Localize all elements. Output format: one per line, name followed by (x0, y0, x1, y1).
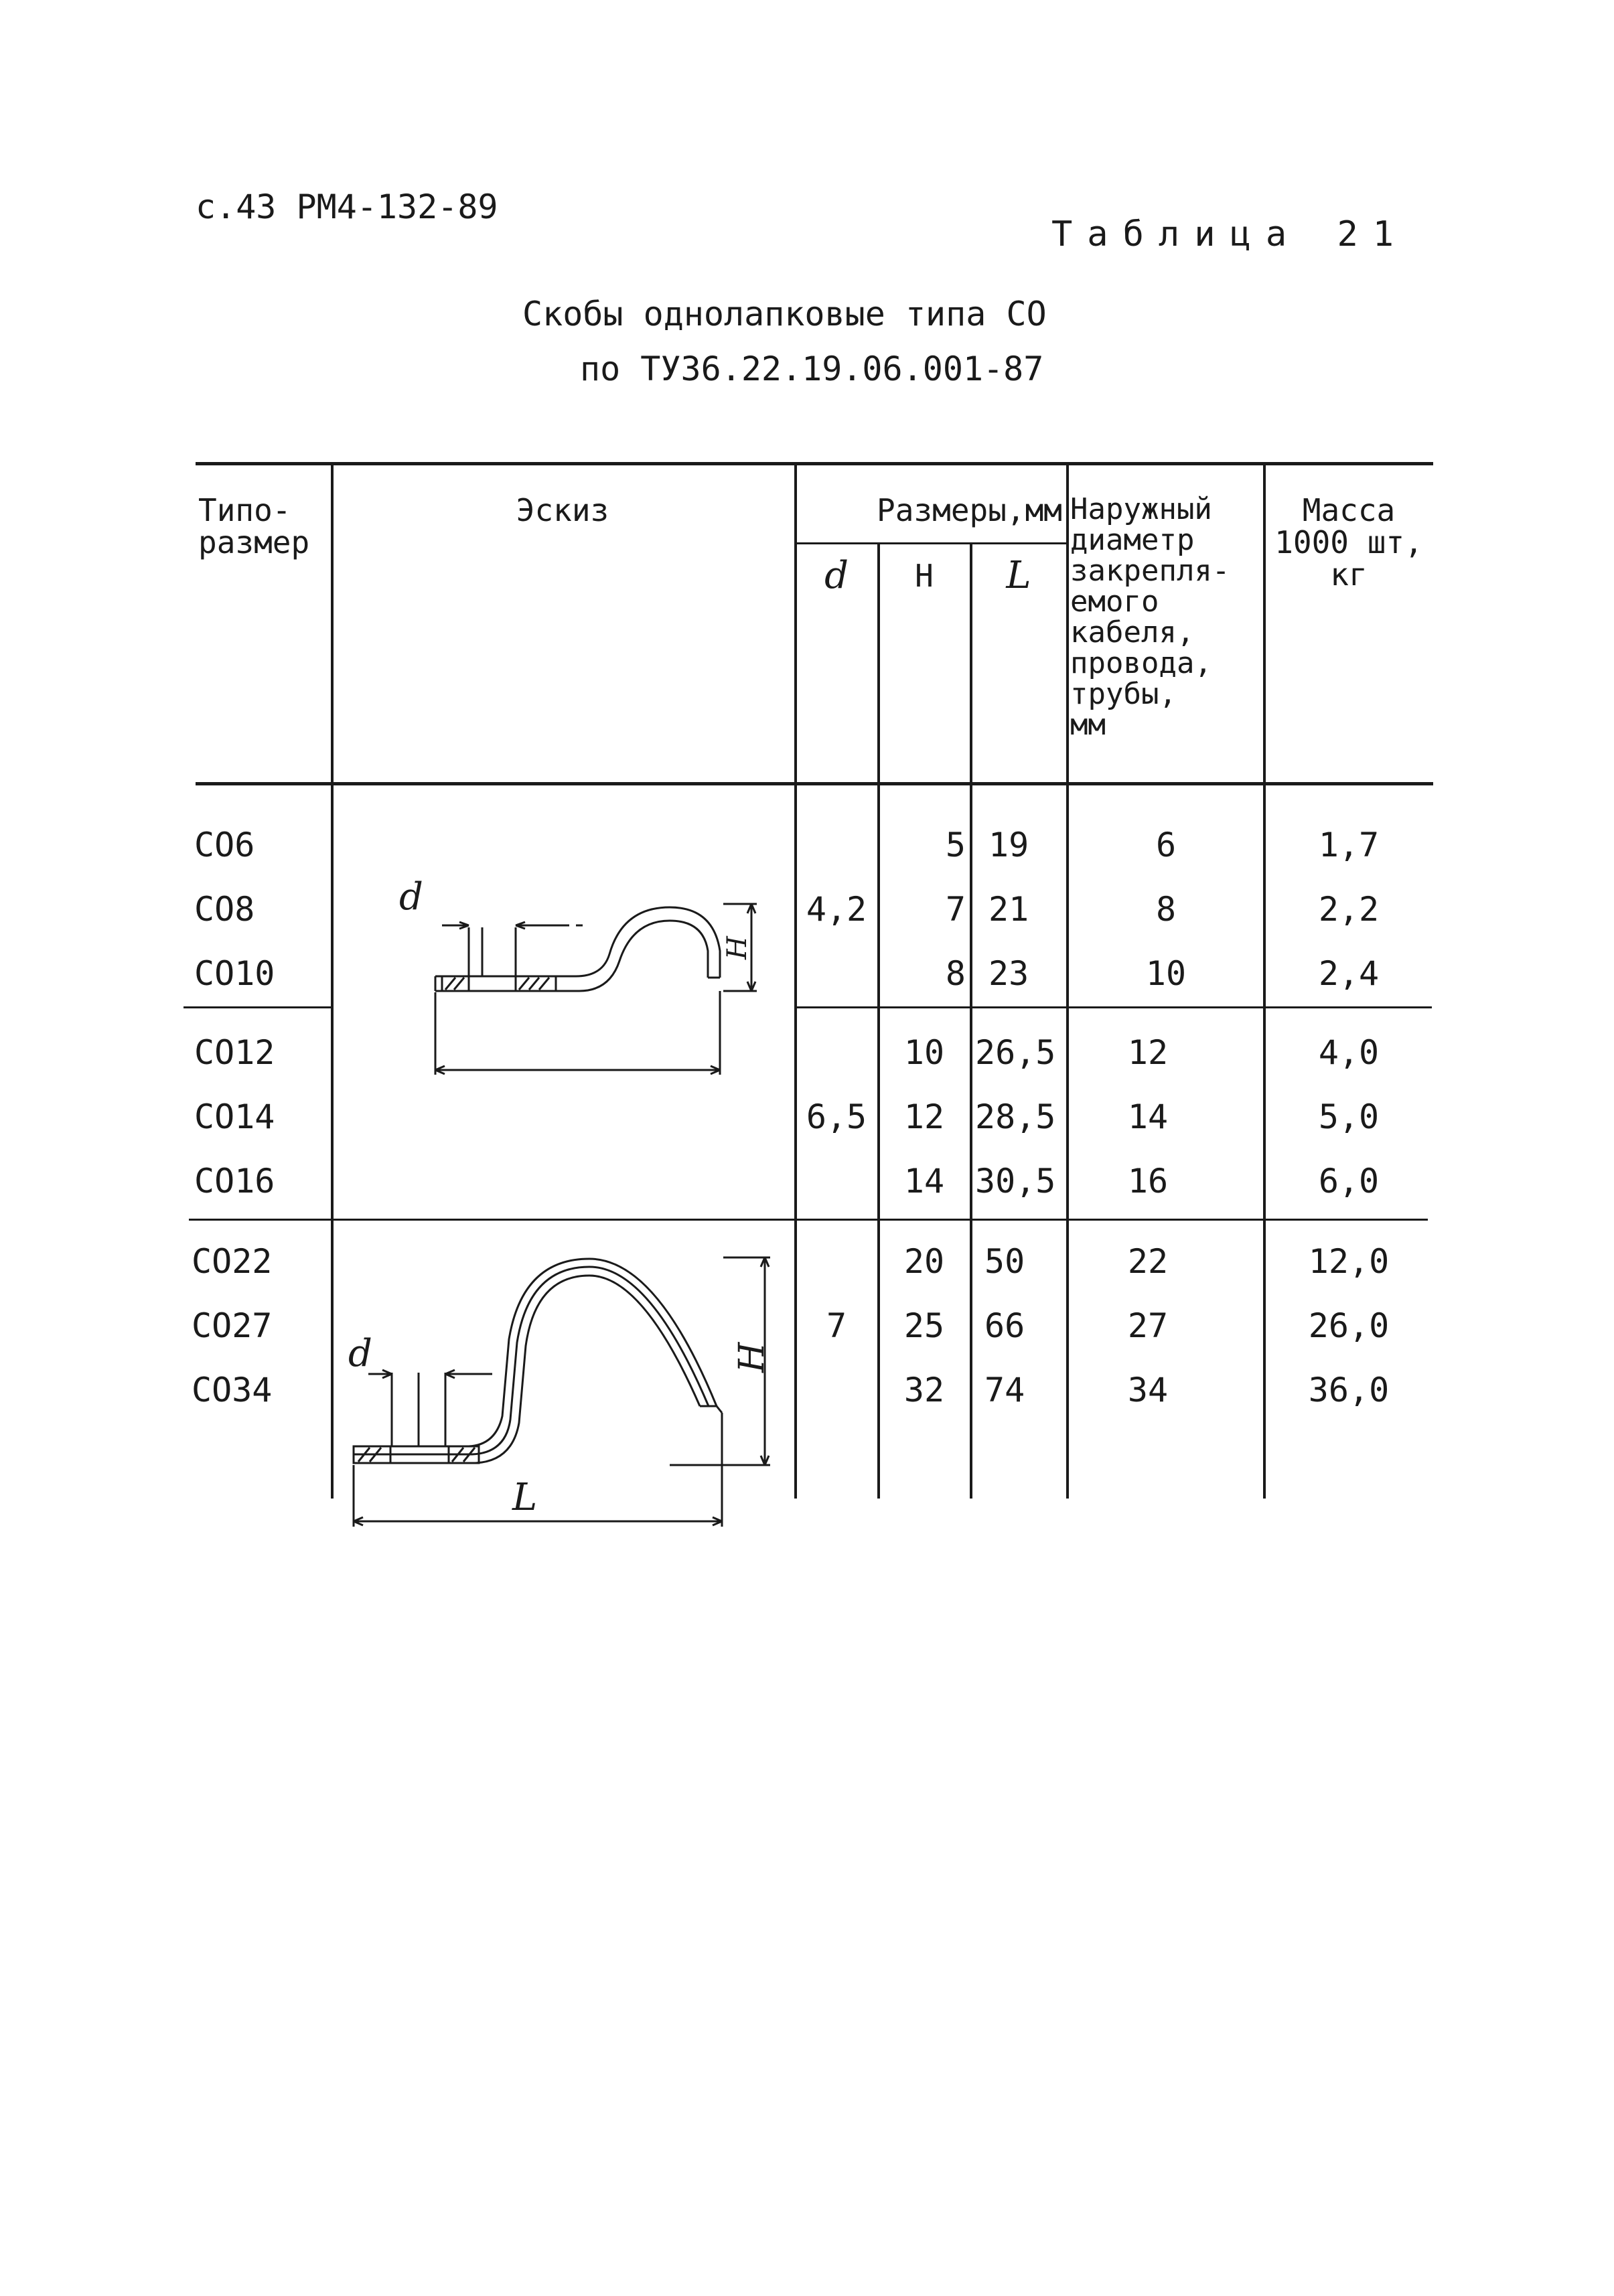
H-cell: 20 (903, 1242, 945, 1281)
header-H: Н (915, 558, 934, 594)
sketch-label-H: H (722, 936, 753, 960)
header-sketch: Эскиз (516, 492, 609, 528)
type-size-cell: СО6 (194, 826, 255, 864)
diameter-cell: 16 (1127, 1162, 1169, 1201)
type-size-cell: СО8 (194, 890, 255, 929)
diameter-cell: 34 (1127, 1371, 1169, 1409)
header-d: d (824, 554, 849, 597)
H-cell: 8 (945, 954, 966, 993)
L-cell: 21 (988, 890, 1029, 929)
header-outer-diameter: Наружный диаметр закрепля- емого кабеля, провода, трубы, мм (1070, 492, 1230, 742)
type-size-cell: СО27 (192, 1306, 273, 1345)
L-cell: 26,5 (975, 1033, 1056, 1072)
H-cell: 7 (945, 890, 966, 929)
H-cell: 12 (903, 1097, 945, 1136)
L-cell: 28,5 (975, 1097, 1056, 1136)
sketch-large-clip (335, 1232, 790, 1540)
mass-cell: 6,0 (1318, 1162, 1380, 1201)
diameter-cell: 12 (1127, 1033, 1169, 1072)
mass-cell: 36,0 (1308, 1371, 1390, 1409)
type-size-cell: СО14 (194, 1097, 275, 1136)
header-dimensions: Размеры,мм (877, 492, 1062, 528)
sketch-label-d: d (399, 875, 423, 919)
H-cell: 32 (903, 1371, 945, 1409)
diameter-cell: 6 (1155, 826, 1177, 864)
type-size-cell: СО12 (194, 1033, 275, 1072)
type-size-cell: СО22 (192, 1242, 273, 1281)
sketch-small-clip (375, 870, 790, 1098)
table-subtitle: по ТУ36.22.19.06.001-87 (580, 350, 1044, 388)
type-size-cell: СО16 (194, 1162, 275, 1201)
mass-cell: 1,7 (1318, 826, 1380, 864)
d-cell: 7 (826, 1306, 847, 1345)
type-size-cell: СО10 (194, 954, 275, 993)
L-cell: 30,5 (975, 1162, 1056, 1201)
sketch-label-d: d (348, 1332, 372, 1375)
header-mass: Масса 1000 шт, кг (1274, 492, 1423, 593)
table-number: Таблица 21 (1051, 214, 1409, 254)
diameter-cell: 10 (1145, 954, 1187, 993)
L-cell: 66 (984, 1306, 1025, 1345)
H-cell: 14 (903, 1162, 945, 1201)
mass-cell: 12,0 (1308, 1242, 1390, 1281)
L-cell: 19 (988, 826, 1029, 864)
type-size-cell: СО34 (192, 1371, 273, 1409)
table-title: Скобы однолапковые типа СО (522, 295, 1047, 333)
mass-cell: 26,0 (1308, 1306, 1390, 1345)
mass-cell: 5,0 (1318, 1097, 1380, 1136)
diameter-cell: 14 (1127, 1097, 1169, 1136)
sketch-label-L: L (512, 1476, 538, 1519)
H-cell: 25 (903, 1306, 945, 1345)
mass-cell: 4,0 (1318, 1033, 1380, 1072)
header-L: L (1006, 554, 1031, 597)
diameter-cell: 27 (1127, 1306, 1169, 1345)
H-cell: 5 (945, 826, 966, 864)
d-cell: 4,2 (806, 890, 867, 929)
header-type-size: Типо- размер (198, 492, 310, 560)
page-reference: с.43 РМ4-132-89 (196, 187, 498, 226)
L-cell: 23 (988, 954, 1029, 993)
L-cell: 50 (984, 1242, 1025, 1281)
mass-cell: 2,2 (1318, 890, 1380, 929)
L-cell: 74 (984, 1371, 1025, 1409)
diameter-cell: 8 (1155, 890, 1177, 929)
H-cell: 10 (903, 1033, 945, 1072)
mass-cell: 2,4 (1318, 954, 1380, 993)
d-cell: 6,5 (806, 1097, 867, 1136)
sketch-label-H: H (732, 1342, 772, 1373)
diameter-cell: 22 (1127, 1242, 1169, 1281)
